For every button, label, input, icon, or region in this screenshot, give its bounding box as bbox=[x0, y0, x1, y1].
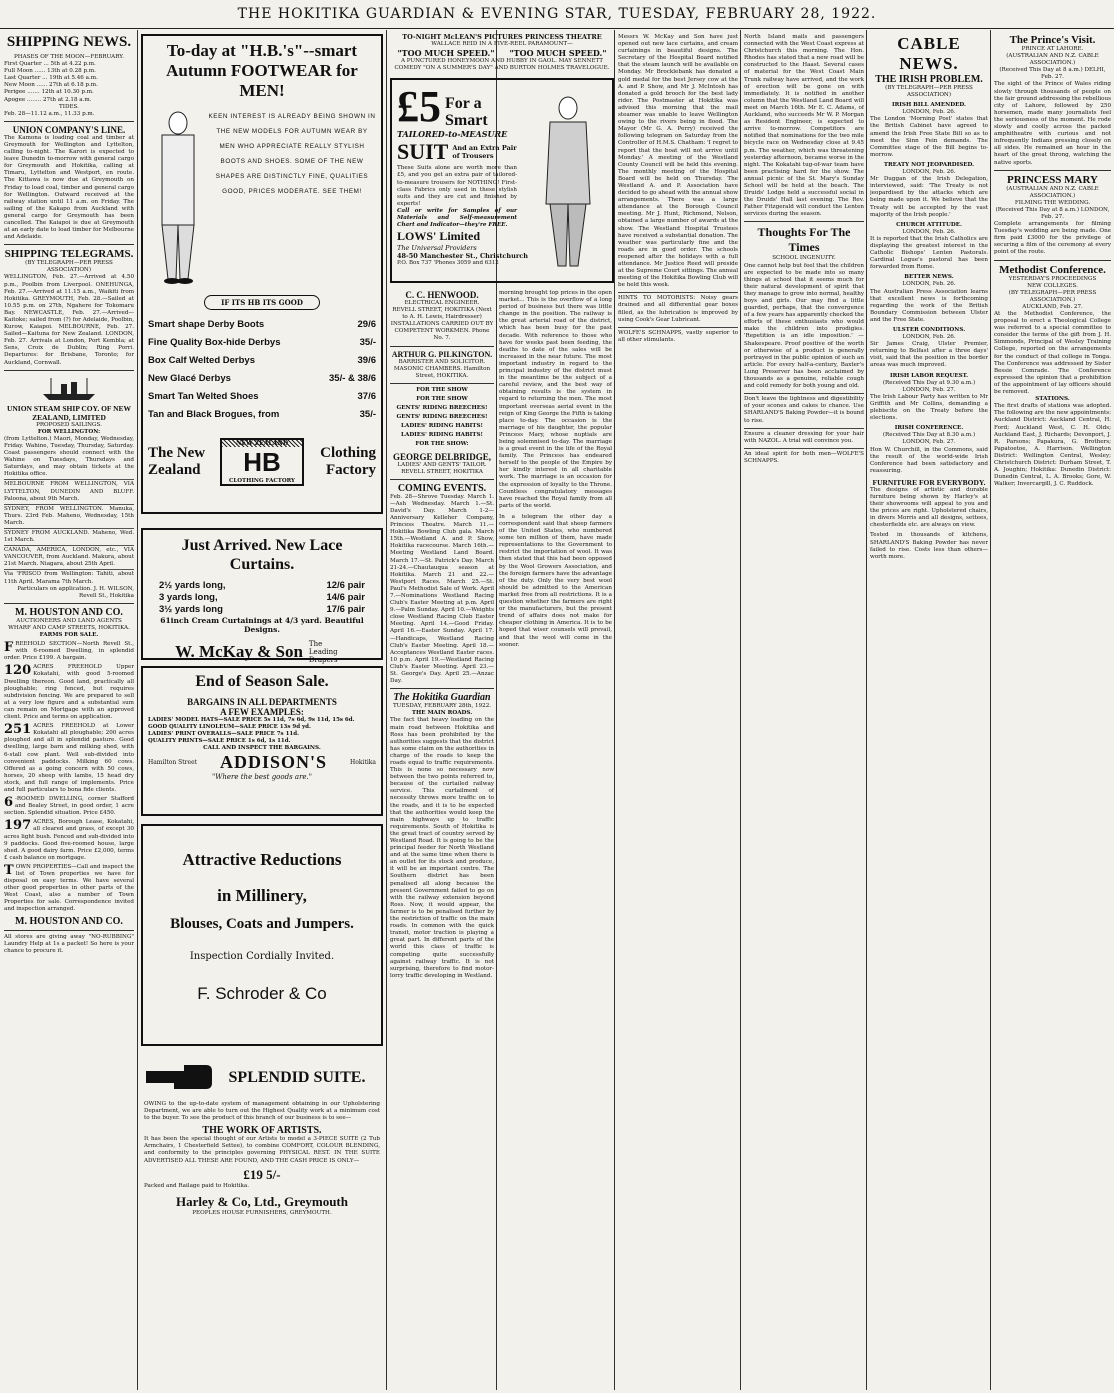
cable-section-text: It is reported that the Irish Catholics are displaying the greatest interest in the Catholic Bishops' Lenten Pastorals. Cardinal Logue's pastoral has been forwarded from Rome. bbox=[870, 235, 988, 271]
visit-title: The Prince's Visit. bbox=[1009, 34, 1096, 46]
mary-sub: FILMING THE WEDDING. bbox=[1014, 199, 1091, 206]
season-list bbox=[148, 717, 376, 745]
stations-title: STATIONS. bbox=[1035, 396, 1070, 403]
moon-line: Perigee ....... 12th at 10.30 p.m. bbox=[4, 89, 94, 96]
sailing-entry: SYDNEY, FROM WELLINGTON. Manuka, Thurs. 23rd Feb. Maheno, Wednesday, 15th March. bbox=[4, 505, 134, 526]
harley-name: Harley & Co, Ltd., Greymouth bbox=[176, 1193, 348, 1209]
nz-logo-bot: CLOTHING FACTORY bbox=[229, 478, 295, 484]
lace-note: 61inch Cream Curtainings at 4/3 yard. Beautiful Designs. bbox=[160, 616, 364, 634]
farm-item bbox=[4, 641, 134, 662]
schroder-items: Blouses, Coats and Jumpers. bbox=[170, 916, 354, 932]
column-business bbox=[390, 290, 494, 1390]
cable-section-head: IRISH BILL AMENDED. bbox=[892, 102, 966, 109]
column-cable-news bbox=[870, 34, 988, 1390]
cable-section-head: IRISH CONFERENCE. bbox=[894, 425, 964, 432]
column-editorial bbox=[499, 290, 612, 1390]
moon-line: Apogee ........ 27th at 2.18 a.m. bbox=[4, 96, 92, 103]
price-value: 35/- & 38/6 bbox=[329, 373, 376, 384]
harley-suite-ad bbox=[141, 1054, 383, 1360]
rubbing-ad: All stores are giving away "NO-RUBBING" Laundry Help at 1s a packet! So here is your chance to procure it. bbox=[4, 933, 134, 954]
farms-title: FARMS FOR SALE. bbox=[39, 632, 99, 638]
season-sub: BARGAINS IN ALL DEPARTMENTS bbox=[187, 697, 337, 707]
lace-line bbox=[149, 592, 375, 604]
mckay-name: W. McKay & Son bbox=[175, 642, 303, 661]
methodist-dateline: AUCKLAND, Feb. 27. bbox=[1022, 303, 1083, 310]
column-ads bbox=[141, 34, 383, 1390]
column-local-news bbox=[618, 34, 738, 1390]
cable-section-text: Hon W. Churchill, in the Commons, said the result of the world-wide Irish Conference had been satisfactory and reassuring. bbox=[870, 446, 988, 474]
nz-clothing-logo bbox=[220, 438, 304, 486]
addison-name: ADDISON'S bbox=[220, 752, 328, 773]
union-text: The Kamona is loading coal and timber at Greymouth for Wellington and Lyttelton, calling to-night. The Karori is expected to leave Dunedin to-morrow with general cargo for Greymouth and Hokitika, calling at Timaru, Lyttelton and Westport, en route. The Kittawa is now due at Greymouth on Friday to load coal, timber and general cargo for Wellington. Outward received at the railway station until 11 a.m. on Friday. The sailing of the Kakapo from Auckland with general cargo for Greymouth has been cancelled. The Kaiapoi is due at Greymouth at an early date to load timber for Melbourne and Adelaide. bbox=[4, 134, 134, 241]
delbridge-sub: LADIES' AND GENTS' TAILOR. bbox=[397, 461, 487, 468]
farm-text: ACRES, Borough Lease, Kokatahi, all cleared and grass, of except 30 acres light bush. Fenced and sub-divided into 9 paddocks. Good five-roomed house, large shed. A good dairy farm. Price £2,000, terms £ cash balance on mortgage. bbox=[4, 819, 134, 861]
col6-ad: Don't leave the lightness and digestibility of your scones and cakes to chance. Use SHARLAND'S Baking Powder—it is bound to rise. bbox=[744, 393, 864, 424]
price-value: 37/6 bbox=[357, 391, 376, 402]
visit-received: (Received This Day at 8 a.m.) DELHI, Feb. 27. bbox=[999, 67, 1106, 81]
houston-sub: AUCTIONEERS AND LAND AGENTS bbox=[16, 617, 122, 624]
houston-title: M. HOUSTON AND CO. bbox=[15, 606, 123, 618]
price-line bbox=[148, 352, 376, 370]
shipping-title: SHIPPING NEWS. bbox=[6, 34, 132, 50]
farm-number: 251 bbox=[4, 722, 32, 738]
lace-line bbox=[149, 604, 375, 616]
addison-town: Hokitika bbox=[350, 759, 376, 767]
page-header bbox=[0, 0, 1114, 29]
lows-name: LOWS' Limited bbox=[397, 229, 481, 244]
irish-sub: (BY TELEGRAPH—PER PRESS ASSOCIATION) bbox=[885, 85, 973, 99]
lace-curtains-ad bbox=[141, 528, 383, 664]
nz-logo-top: NEW ZEALAND bbox=[222, 440, 302, 447]
cable-section-head: ULSTER CONDITIONS. bbox=[892, 327, 966, 333]
lace-price: 17/6 pair bbox=[326, 604, 365, 615]
editorial-text: morning brought top prices in the open market... This is the overflow of a long period of business but there was little change in the position. The railway is the great arterial road of the district, which has been busy for the past decade. With reference to those who have for weeks past been feeding, the deaths to date of the sales will be increased in the near future. The most important industry in regard to the principal industry of the district must in the meantime be the subject of a careful review, and the best way of obtaining results is the system in regard to returning the men. The most important overseas aerial event in the reign of King George the Fifth is taking place to-day. The occasion is the marriage of his daughter, the popular Princess Mary, whose nuptials are being solemnised to-day. The marriage is a great event in the life of the Royal family. The Princess has endeared herself to the people of the Empire by her kindly interest in all charitable work. The marriage is an occasion for the expression of loyalty to the Throne. Countless congratulatory messages have reached the Royal family from all parts of the world. bbox=[499, 290, 612, 509]
local-news-text-2: North Island mails and passengers connected with the West Coast express at Christchurch this morning. The Hon. Rhodes has stated that a new road will be constructed to the Haast. Several cases of material for the West Coast Main Trunk railway have arrived, and the work of erection will be gone on with immediately. It is notified in another column that the Westland Land Board will meet on March 16th. Mr E. C. Adams, of Auckland, who succeeds Mr W. P. Morgan as Resident Engineer, is expected to arrive to-morrow. Competitors are notified that nominations for the two mile bicycle race on Wednesday close at 9.45 p.m. The weather, which was threatening yesterday afternoon, became worse in the night. The Kokatahi tug-of-war team have been practising hard for the show. The annual picnic of the St. Mary's Sunday School will be held at the beach. The Druids' Lodge held a successful social in the Druids' Hall last evening. The Rev. Father Fitzgerald will conduct the Lenten services during the season. bbox=[744, 34, 864, 218]
speed-right: "TOO MUCH SPEED." bbox=[509, 48, 607, 59]
moon-line: Last Quarter ... 19th at 5.46 a.m. bbox=[4, 75, 98, 82]
show-line: FOR THE SHOW bbox=[416, 395, 468, 402]
cable-sections bbox=[870, 102, 988, 475]
addison-location: Hamilton Street bbox=[148, 759, 198, 767]
lows-write: Call or write for Samples of our Materials and Self-measurement Chart and Indicator—they're FREE. bbox=[397, 207, 517, 229]
sharland-ad: Tested in thousands of kitchens, SHARLAND'S Baking Powder has never failed to rise. Costs less than others—worth more. bbox=[870, 532, 988, 560]
leader-text: The fact that heavy loading on the main road between Hokitika and Ross has been prohibited by the authorities suggests that the district has some claim on the authorities in charge of the roads to keep the roads equal to traffic requirements. This is none so necessary now between the two points referred to, because of the curtailed railway service. This curtailment of necessity throws more traffic on to the roads, and it is to be expected that the authorities would keep the main highways up to traffic requirements. South of Hokitika is the great tract of country served by Westland Road. It is going to be the principal feeder for North Westland and at the same time when there is an outlet for its stock and produce, it will be an important centre. The Southern district has been penalised all along because the present Government failed to go on with the railway extension beyond Ross. Now, it would appear, the farmer is to be penalised further by the restriction of traffic on the main roads. In common with the quick transit, motor traction is playing a great part. In different parts of the world this class of traffic is competing quite successfully against railway traffic. It is not surprising, therefore to find motor-lorry traffic developing in Westland. bbox=[390, 717, 494, 979]
farm-number: T bbox=[4, 862, 14, 878]
price-item: New Glacé Derbys bbox=[148, 373, 231, 384]
visit-assoc: (AUSTRALIAN AND N.Z. CABLE ASSOCIATION.) bbox=[1006, 53, 1099, 67]
farm-number: 6 bbox=[4, 795, 14, 811]
splendid-text: OWING to the up-to-date system of management obtaining in our Upholstering Department, we are able to turn out the Highest Quality work at a minimum cost to the buyer. To see the product of this branch of our business is to see— bbox=[144, 1101, 380, 1122]
moon-list bbox=[4, 61, 134, 104]
lace-item: 3½ yards long bbox=[159, 604, 223, 615]
column-shipping bbox=[4, 34, 134, 1390]
price-line bbox=[148, 370, 376, 388]
lace-price: 14/6 pair bbox=[326, 592, 365, 603]
season-line: LADIES' PRINT OVERALLS—SALE PRICE 7s 11d. bbox=[148, 731, 299, 738]
column-prince bbox=[994, 34, 1111, 1390]
masthead-date: TUESDAY, FEBRUARY 28th, 1922. bbox=[392, 703, 492, 710]
show-line: FOR THE SHOW bbox=[416, 386, 468, 393]
price-value: 35/- bbox=[359, 409, 376, 420]
moon-line: First Quarter ... 5th at 4.22 p.m. bbox=[4, 61, 96, 68]
lace-item: 3 yards long, bbox=[159, 592, 218, 603]
steam-sub: PROPOSED SAILINGS. bbox=[36, 421, 102, 428]
pilkington-addr: MASONIC CHAMBERS. Hamilton Street, HOKITIKA. bbox=[393, 365, 491, 379]
price-item: Smart Tan Welted Shoes bbox=[148, 391, 259, 402]
hbs-price-list bbox=[148, 316, 376, 424]
delbridge-addr: REVELL STREET, HOKITIKA bbox=[401, 468, 483, 475]
events-text: Feb. 28—Shrove Tuesday. March 1.—Ash Wednesday. March 1.—St. David's Day. March 1-2—Anniversary Kelleher Company, Princess Theatre. March 11.—Hokitika Bowling Club gala. March 15th.—Westland A. and P. Show, Hokitika racecourse. March 16th.—Meeting Westland Land Board. March 17.—St. Patrick's Day. March 21-24.—Chautauqua season at Hokitika. March 21 and 22.—Westport Races. March 25.—St. Paul's Methodist Sale of Work. April 7.—Nominations Westland Racing Club's Easter Meeting at p.m. April 9.—Palm Sunday. April 10.—Weights close Westland Racing Club Easter Meeting. April 14.—Good Friday. April 16.—Easter Sunday. April 17.—Handicaps, Westland Racing Club's Easter Meeting. April 18.—Acceptances Westland Easter races. 10 p.m. April 19.—Westland Racing Club's Easter Meeting. April 23.—St. George's Day. April 25.—Anzac Day. bbox=[390, 493, 494, 685]
price-item: Smart shape Derby Boots bbox=[148, 319, 265, 330]
telegrams-title: SHIPPING TELEGRAMS. bbox=[4, 248, 134, 261]
henwood-sub: ELECTRICAL ENGINEER. bbox=[404, 300, 480, 306]
price-value: 35/- bbox=[359, 337, 376, 348]
pictures-sub: WALLACE REID IN A FIVE-REEL PARAMOUNT— bbox=[431, 41, 573, 48]
column-rule bbox=[866, 30, 867, 1390]
show-list bbox=[390, 387, 494, 449]
farm-text: REEHOLD SECTION—North Revell St., with 6-roomed Dwelling, in splendid order. Price £199. A bargain. bbox=[4, 641, 134, 662]
farm-text: -ROOMED DWELLING, corner Stafford and Bealey Street, in good order, 1 acre section. Splendid situation. Price £450. bbox=[4, 796, 134, 817]
farm-number: 197 bbox=[4, 818, 32, 834]
farm-number: 120 bbox=[4, 663, 32, 679]
column-rule bbox=[386, 30, 387, 1390]
methodist-sub2: NEW COLLEGES. bbox=[1027, 282, 1078, 289]
mary-text: Complete arrangements for filming Tuesday's wedding are being made. One firm paid £3000 for the privilege of securing a film of the ceremony at every point of the route. bbox=[994, 221, 1111, 256]
moon-line: New Moon ...... 27th at 6.18 p.m. bbox=[4, 82, 98, 89]
season-line: GOOD QUALITY LINOLEUM—SALE PRICE 13s 9d yd. bbox=[148, 724, 311, 731]
schroder-in: in Millinery, bbox=[217, 886, 307, 905]
local-news-text: Messrs W. McKay and Son have just opened out new lace curtains, and cream curtainings in beautiful designs. The Secretary of the Hospital Board notified that the steam launch will be available on Monday. Mr Brocklebank has donated a gold medal for the best Jersey cow at the A. and P. Show, and Mr J. McIntosh has donated a gold brooch for the best lady rider. The Postmaster at Hokitika was advised this morning that the mail steamer was unable to leave Wellington owing to the rivers being in flood. The Mayor (Mr G. A. Perry) received the following telegram on Saturday from the Controller of H.M.S. Chatham: 'I regret to report that the boat will not arrive until Monday.' A meeting of the Westland County Council will be held this evening. The monthly meeting of the Hospital Board will be held on Thursday. The Westland A. and P. Association have decided to go ahead with the annual show arrangements. There was a large attendance at the Borough Council meeting. Mr J. Hunt, Richmond, Nelson, obtained a large number of awards at the show. The Westland Hospital Trustees have received a substantial donation. The weather was particularly fine and the roads are in good order. The schools reopened after the holidays with a full attendance. Mr Justice Reed will preside at the Supreme Court sittings. The annual meeting of the Hokitika Bowling Club will be held this week. bbox=[618, 34, 738, 289]
price-line bbox=[148, 406, 376, 424]
hbs-text: KEEN INTEREST IS ALREADY BEING SHOWN IN THE NEW MODELS FOR AUTUMN WEAR BY MEN WHO APPRECIATE REALLY STYLISH BOOTS AND SHOES. SOME OF THE NEW SHAPES ARE DISTINCTLY FINE, QUALITIES GOOD, PRICES MODERATE. SEE THEM! bbox=[208, 113, 376, 195]
pictures-line: TO-NIGHT McLEAN'S PICTURES PRINCESS THEATRE bbox=[402, 34, 602, 41]
price-item: Tan and Black Brogues, from bbox=[148, 409, 280, 420]
pilkington-sub: BARRISTER AND SOLICITOR. bbox=[398, 358, 486, 365]
col6-ad: Ensure a cleaner dressing for your hair with NAZOL. A trial will convince you. bbox=[744, 428, 864, 445]
furniture-text: The designs of artistic and durable furniture being shown by Harley's at their showrooms will appeal to you and the prices are right. Upholstered chairs, in divers Morris and all designs, settees, chesterfields etc. are always on view. bbox=[870, 486, 988, 529]
farm-item bbox=[4, 796, 134, 817]
column-rule bbox=[990, 30, 991, 1390]
cable-section-text: The Australian Press Association learns that excellent news is forthcoming regarding the work of the British Boundary Commission between Ulster and the Free State. bbox=[870, 288, 988, 323]
lows-text: These Suits alone are worth more than £5, and you get an extra pair of tailored-to-measure trousers for NOTHING! First-class Fabrics only used in these stylish suits and they are cut and finished by experts! bbox=[397, 165, 517, 207]
lows-tag: The Universal Providers bbox=[397, 244, 477, 253]
col5-ad: HINTS TO MOTORISTS: Noisy gears drained and all differential gear boxes filled, as the lubrication is improved by using Cook's Gear Lubricant. bbox=[618, 292, 738, 323]
price-line bbox=[148, 388, 376, 406]
telegrams-sub: (BY TELEGRAPH—PER PRESS ASSOCIATION) bbox=[25, 260, 113, 274]
artists-text: It has been the special thought of our Artists to model a 3-PIECE SUITE (2 Tub Armchairs, 1 Chesterfield Settee), to combine COMFORT, COLOUR BLENDING, and conformity to the principles governing PHYSICAL REST. IN THE SUITE ADVERTISED ALL THESE ARE FOUND, AND THE CASH PRICE IS ONLY— bbox=[144, 1136, 380, 1164]
farm-list bbox=[4, 641, 134, 913]
cable-section-dateline: LONDON, Feb. 26. bbox=[902, 228, 956, 235]
cable-editorial-text: In a telegram the other day a correspondent said that sheep farmers of the United States, who numbered some ten million of them, have made representations to the Government to restrict the importation of wool. It was then stated that this had been opposed by the Wool Growers Association, and the foreign farmers have the advantage of the duty. Only the very best wool should be admitted to the American market free from all restrictions. It is a question whether the farmers are right or the manufacturers, but the present trend of affairs does not make for cheaper clothing in America. It is to be hoped that wiser counsels will prevail, and that the wool will come in the sooner. bbox=[499, 513, 612, 648]
mary-title: PRINCESS MARY bbox=[1007, 173, 1098, 186]
lace-item: 2½ yards long, bbox=[159, 580, 226, 591]
show-line: LADIES' RIDING HABITS! bbox=[401, 432, 483, 439]
column-rule bbox=[137, 30, 138, 1390]
artists-foot: Packed and Railage paid to Hokitika. bbox=[144, 1182, 250, 1189]
leader-title: THE MAIN ROADS. bbox=[411, 710, 473, 717]
farm-text: ACRES FREEHOLD Upper Kokatahi, with good 5-roomed Dwelling thereon. Good land, practically all ploughable; ring fenced, but requires subdivision fencing. We are prepared to sell at a very low figure and a substantial sum can remain on Mortgage with an approved client. Price and terms on application. bbox=[4, 664, 134, 721]
tides-title: TIDES. bbox=[59, 103, 79, 110]
agent-line: Particulars on application. J. H. WILSON, Revell St., Hokitika bbox=[17, 585, 134, 599]
events-title: COMING EVENTS. bbox=[397, 482, 487, 494]
show-line: GENTS' RIDING BREECHES! bbox=[396, 405, 488, 412]
cable-section-dateline: LONDON, Feb. 26. bbox=[902, 109, 956, 116]
moon-title: PHASES OF THE MOON—FEBRUARY. bbox=[14, 54, 124, 60]
lows-for: For a Smart bbox=[445, 95, 488, 130]
visit-sub: PRINCE AT LAHORE. bbox=[1021, 46, 1084, 52]
sailing-entry: SYDNEY FROM AUCKLAND. Maheno, Wed. 1st March. bbox=[4, 529, 134, 544]
price-item: Box Calf Welted Derbys bbox=[148, 355, 255, 366]
lows-extra: And an Extra Pair of Trousers bbox=[452, 144, 517, 161]
methodist-sub: YESTERDAY'S PROCEEDINGS bbox=[1008, 275, 1097, 282]
artists-price: £19 5/- bbox=[243, 1166, 281, 1182]
lows-price: £5 bbox=[397, 82, 441, 132]
addison-tagline: "Where the best goods are." bbox=[211, 773, 313, 782]
season-title: End of Season Sale. bbox=[195, 673, 329, 690]
sailing-entry: CANADA, AMERICA, LONDON, etc., VIA VANCOUVER, from Auckland. Makura, about 21st March. Niagara, about 25th April. bbox=[4, 547, 134, 568]
cable-title: CABLE NEWS. bbox=[897, 34, 961, 73]
pictures-extra: A PUNCTURED HONEYMOON AND HUBBY IN GAOL. MAY SENNETT COMEDY "ON A SUMMER'S DAY" AND BURTON HOLMES TRAVELOGUE. bbox=[394, 58, 610, 72]
column-rule bbox=[614, 30, 615, 1390]
mary-received: (Received This Day at 8 a.m.) LONDON, Feb. 27. bbox=[995, 206, 1110, 220]
price-value: 39/6 bbox=[357, 355, 376, 366]
farm-text: ACRES FREEHOLD at Lower Kokatahi all ploughable; 200 acres ploughed and all in splendid pasture. Good dwelling, large barn and milking shed, with 6-stall cow plant. Well sub-divided into convenient paddocks. Milking 60 cows. Offered as a going concern with 50 cows, horses, 20 sheep with lambs, 15 head dry stock, and full range of implements. Price and full particulars to bona fide clients. bbox=[4, 723, 134, 793]
delbridge-name: GEORGE DELBRIDGE, bbox=[392, 451, 492, 462]
steamship-icon bbox=[39, 374, 99, 402]
hb-good-logo: IF ITS HB ITS GOOD bbox=[204, 295, 320, 310]
splendid-title: SPLENDID SUITE. bbox=[228, 1068, 366, 1086]
steam-title: UNION STEAM SHIP COY. OF NEW ZEALAND, LIMITED bbox=[6, 403, 132, 422]
col6-ads bbox=[744, 393, 864, 465]
cable-section-text: Mr Duggan of the Irish Delegation, interviewed, said: 'The Treaty is not jeopardised by the attacks which are being made upon it. We believe that the Treaty will be accepted by the vast majority of the Irish people.' bbox=[870, 176, 988, 218]
col5-ads bbox=[618, 292, 738, 344]
cable-section-dateline: LONDON, Feb. 26. bbox=[902, 169, 956, 176]
season-sub2: A FEW EXAMPLES: bbox=[220, 707, 304, 717]
cable-section-text: The Irish Labour Party has written to Mr Griffith and Mr Collins, demanding a plebiscite on the Treaty before the elections. bbox=[870, 393, 988, 422]
masthead: The Hokitika Guardian bbox=[393, 692, 491, 704]
furniture-title: FURNITURE FOR EVERYBODY. bbox=[872, 477, 986, 487]
price-item: Fine Quality Box-hide Derbys bbox=[148, 337, 281, 348]
lows-address: 48-50 Manchester St., Christchurch bbox=[397, 252, 528, 261]
hbs-title: To-day at "H.B.'s"--smart Autumn FOOTWEAR for MEN! bbox=[166, 41, 358, 100]
schroder-invite: Inspection Cordially Invited. bbox=[189, 951, 335, 962]
harley-sub: PEOPLES HOUSE FURNISHERS, GREYMOUTH. bbox=[192, 1209, 332, 1216]
nz-logo-mid: HB bbox=[243, 447, 281, 477]
cable-section-dateline: LONDON, Feb. 26. bbox=[902, 281, 956, 288]
farm-item bbox=[4, 723, 134, 794]
lace-price-list bbox=[149, 580, 375, 616]
thoughts-title: Thoughts For The Times bbox=[757, 225, 851, 255]
pointing-hand-icon bbox=[144, 1057, 214, 1097]
pilkington-title: ARTHUR G. PILKINGTON. bbox=[391, 349, 493, 359]
tides-line: Feb. 28—11.12 a.m., 11.33 p.m. bbox=[4, 110, 95, 117]
schroder-name: F. Schroder & Co bbox=[197, 984, 327, 1003]
cable-section-text: Sir James Craig, Ulster Premier, returning to Belfast after a three days' visit, said that the position in the border areas was much improved. bbox=[870, 341, 988, 369]
farm-text: OWN PROPERTIES—Call and inspect the list of Town properties we have for disposal on easy terms. We have several other good properties in other parts of the West Coast, also a number of Town Properties for sale. Correspondence invited and inspection arranged. bbox=[4, 863, 134, 913]
sailings-list bbox=[4, 479, 134, 585]
nz-left-text: The New Zealand bbox=[148, 445, 206, 478]
schroder-title: Attractive Reductions bbox=[182, 850, 342, 869]
visit-text: The sight of the Prince of Wales riding slowly through thousands of people on the fair ground addressing the rebellious city of Lahore, followed by 250 horsemen, made many journalists feel the seriousness of the moment. He rode slowly and coolly across the packed amphitheatre with curious and not infrequently Indians pressing closely on all sides. He remained an hour in the heart of the great throng, watching the native sports. bbox=[994, 81, 1111, 166]
telegrams-text: WELLINGTON, Feb. 27.—Arrived at 4.50 p.m., Poolbin from Liverpool. ONEHUNGA, Feb. 27.—Arrived at 11.15 a.m., Waikiti from Hokitika. GREYMOUTH, Feb. 28.—Sailed at 10.55 p.m. on 27th, Ngahere for Tokomaru Bay. NEWCASTLE, Feb. 27.—Arrived—Kaitoke; sailed from (?) for Adelaide, Poolbin, Kurow, Kaiapoi. MELBOURNE, Feb. 27. Sailed—Kaituna for New Zealand. LONDON, Feb. 27. Arrivals at London, Port Kembla; at Sens, Croix de Dublin; Ring Porri. Departures: for Brisbane, Toronto; for Auckland, Cornwall. bbox=[4, 274, 134, 366]
thoughts-sub: SCHOOL INGENUITY. bbox=[772, 255, 836, 262]
sailing-entry: Via 'FRISCO from Wellington: Tahiti, about 11th April. Marama 7th March. bbox=[4, 571, 134, 585]
column-rule bbox=[740, 30, 741, 1390]
show-line: GENTS' RIDING BREECHES! bbox=[396, 414, 488, 421]
show-line: LADIES' RIDING HABITS! bbox=[401, 423, 483, 430]
methodist-title: Methodist Conference. bbox=[999, 263, 1106, 276]
lows-suit: SUIT bbox=[397, 139, 449, 165]
addisons-sale-ad bbox=[141, 666, 383, 816]
cable-section-head: BETTER NEWS. bbox=[904, 274, 954, 281]
nz-right-text: Clothing Factory bbox=[320, 445, 376, 478]
cable-section-dateline: (Received This Day at 8.30 a.m.) LONDON, Feb. 27. bbox=[882, 432, 976, 446]
lows-suit-ad bbox=[390, 78, 614, 283]
suit-figure-icon bbox=[528, 94, 606, 274]
farm-item bbox=[4, 864, 134, 914]
sailing-entry: MELBOURNE FROM WELLINGTON, VIA LYTTELTON, DUNEDIN AND BLUFF. Paloona, about 9th March. bbox=[4, 481, 134, 502]
henwood-text: REVELL STREET, HOKITIKA (Next to A. H. Lewis, Hairdresser) INSTALLATIONS CARRIED OUT BY COMPETENT WORKMEN. Phone No. 7. bbox=[390, 307, 494, 342]
price-value: 29/6 bbox=[357, 319, 376, 330]
cable-section-dateline: (Received This Day at 9.30 a.m.) LONDON, Feb. 27. bbox=[882, 379, 976, 393]
cable-section-head: CHURCH ATTITUDE. bbox=[896, 221, 962, 228]
lows-box: P.O. Box 737 'Phones 3059 and 6312 bbox=[397, 260, 499, 267]
schroder-millinery-ad bbox=[141, 824, 383, 1046]
farm-item bbox=[4, 664, 134, 721]
mckay-sub: The Leading Drapers bbox=[308, 640, 338, 664]
mary-assoc: (AUSTRALIAN AND N.Z. CABLE ASSOCIATION.) bbox=[1006, 185, 1099, 199]
lows-tailored: TAILORED-to-MEASURE bbox=[397, 129, 508, 140]
cable-section-head: TREATY NOT JEOPARDISED. bbox=[883, 161, 975, 168]
price-line bbox=[148, 334, 376, 352]
henwood-title: C. C. HENWOOD. bbox=[405, 290, 479, 300]
cable-section-dateline: LONDON, Feb. 26. bbox=[902, 334, 956, 341]
column-local-news-2 bbox=[744, 34, 864, 1390]
price-line bbox=[148, 316, 376, 334]
thoughts-text: One cannot help but feel that the children are expected to be made into so many things at school that it seems much for their natural development of spirit that they manage to grow into normal, healthy boys and girls. Our may find a little guarded, perhaps, that the convergence of a few years has apparently checked the efforts of these enthusiasts who would make the children into prodigies. 'Repetition is an idle imposition.' —Shakespeare. Proof positive of the worth or otherwise of a product is generally portrayed in the public opinion of such an article. For every half-a-century, Baxter's Lung Preserver has been acclaimed by thousands as a genuine, reliable cough and cold remedy for both young and old. bbox=[744, 262, 864, 390]
lace-price: 12/6 pair bbox=[326, 580, 365, 591]
lace-title: Just Arrived. New Lace Curtains. bbox=[181, 537, 343, 573]
steam-text: (from Lyttelton.) Maori, Monday, Wednesday, Friday. Wahine, Tuesday, Thursday, Saturday. Coast passengers should connect with the Wahine on Tuesdays, Thursdays and Saturdays, and may obtain tickets at the Hokitika office. bbox=[4, 435, 134, 478]
farm-number: F bbox=[4, 640, 14, 656]
season-line: QUALITY PRINTS—SALE PRICE 1s 6d, 1s 11d. bbox=[148, 738, 291, 745]
methodist-assoc: (BY TELEGRAPH—PER PRESS ASSOCIATION.) bbox=[1008, 289, 1097, 303]
season-call: CALL AND INSPECT THE BARGAINS. bbox=[203, 745, 321, 752]
irish-title: THE IRISH PROBLEM. bbox=[875, 74, 983, 85]
methodist-text: At the Methodist Conference, the proposal to erect a Theological College was referred to a special committee to consider the terms of the gift from J. H. Simmonds, Principal of Wesley Training College, reported on the arrangements for the conduct of that college in Tonga. The Conference was addressed by Sister Bessie Comrade. The Conference expressed the opinion that a prohibition of the appointment of lay officers should be removed. bbox=[994, 311, 1111, 396]
col5-ad: WOLFE'S SCHNAPPS, vastly superior to all other stimulants. bbox=[618, 327, 738, 344]
newspaper-title: THE HOKITIKA GUARDIAN & EVENING STAR, TUESDAY, FEBRUARY 28, 1922. bbox=[237, 6, 877, 22]
col6-ad: An ideal spirit for both men—WOLFE'S SCHNAPPS. bbox=[744, 448, 864, 465]
hbs-footwear-ad bbox=[141, 34, 383, 514]
houston-foot: M. HOUSTON AND CO. bbox=[15, 915, 123, 927]
cable-section-head: IRISH LABOR REQUEST. bbox=[889, 372, 969, 379]
artists-title: THE WORK OF ARTISTS. bbox=[202, 1125, 322, 1137]
moon-line: Full Moon ...... 13th at 0.28 p.m. bbox=[4, 68, 96, 75]
steam-for: FOR WELLINGTON: bbox=[37, 428, 101, 435]
season-line: LADIES' MODEL HATS—SALE PRICE 5s 11d, 7s 6d, 9s 11d, 15s 6d. bbox=[148, 717, 355, 723]
houston-sub2: WHARF AND CAMP STREETS, HOKITIKA. bbox=[8, 624, 130, 631]
lace-line bbox=[149, 580, 375, 592]
cable-section-text: The London 'Morning Post' states that the British Cabinet have agreed to amend the Irish Free State Bill so as to meet the Sinn Fein demands. The Committee stage of the Bill begins to-morrow. bbox=[870, 116, 988, 158]
show-line: FOR THE SHOW: bbox=[415, 441, 469, 448]
union-title: UNION COMPANY'S LINE. bbox=[12, 124, 126, 135]
farm-item bbox=[4, 819, 134, 862]
man-figure-icon bbox=[148, 109, 208, 289]
stations-text: The first drafts of stations was adopted. The following are the new appointments: Auckland District: Auckland Central, H. Ford; Auckland West, C. H. Olds; Auckland East, J. Richards; Devonport, J. R. Parsons; Papakura, G. Brothers; Papatoetoe, A. Harrison. Wellington District: Wellington Central, Wesley; Christchurch District: Durham Street, T. A. Joughin; Hokitika: Dunedin District: Dunedin Central, L. A. Brooks; Gore, W. Walker; Invercargill, J. C. Ruddock. bbox=[994, 403, 1111, 488]
speed-left: "TOO MUCH SPEED." bbox=[397, 48, 495, 59]
